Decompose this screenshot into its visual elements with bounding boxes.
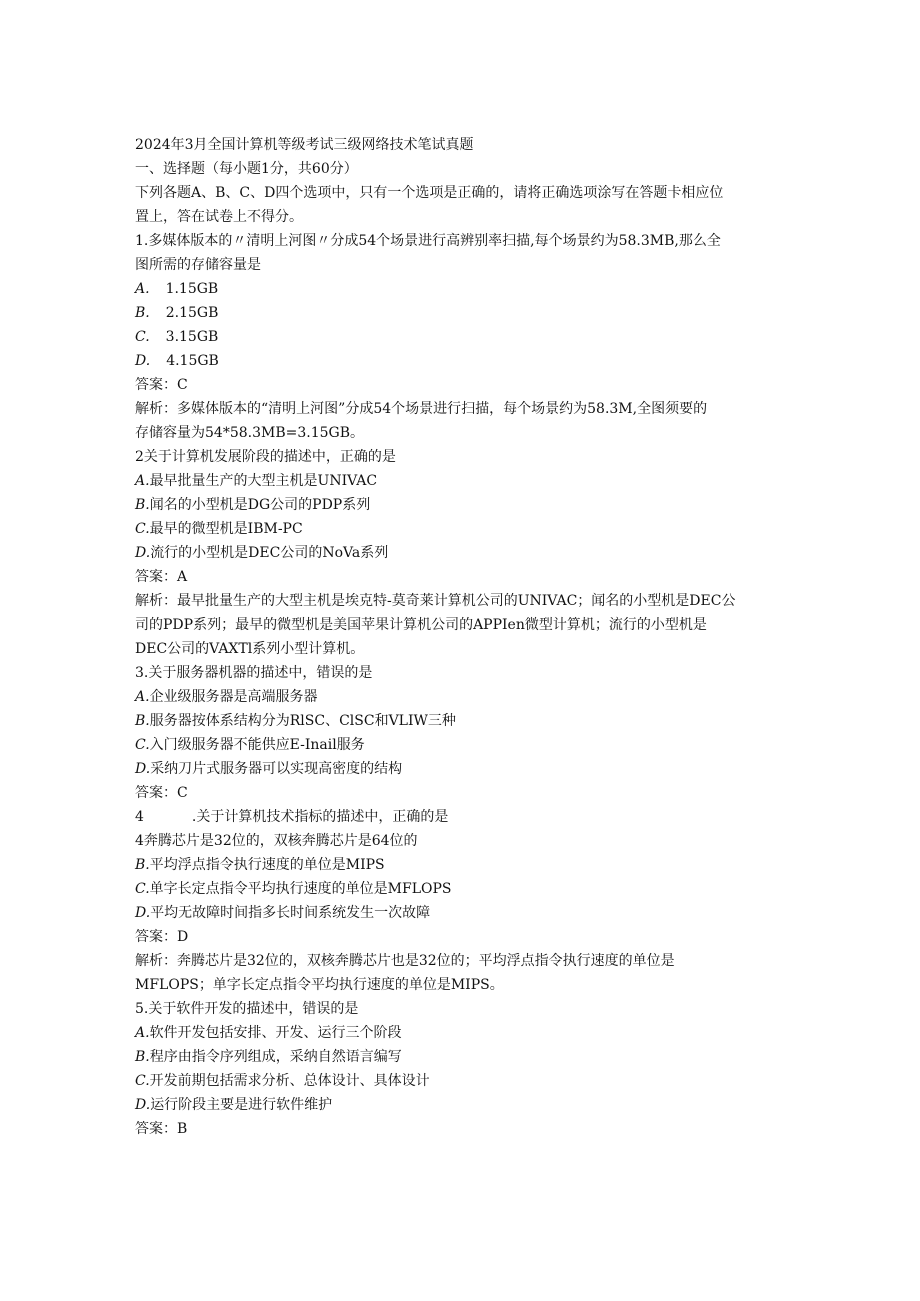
option-letter: D.: [135, 353, 151, 369]
question-stem: 5.关于软件开发的描述中，错误的是: [135, 1001, 359, 1017]
option-letter: D.: [135, 545, 151, 561]
analysis-line: DEC公司的VAXTl系列小型计算机。: [135, 641, 365, 657]
option-text: 企业级服务器是高端服务器: [149, 689, 318, 705]
option-b: [135, 709, 790, 733]
instructions-line: 下列各题A、B、C、D四个选项中，只有一个选项是正确的，请将正确选项涂写在答题卡相应位: [135, 185, 724, 201]
option-d: [135, 901, 790, 925]
section-heading: 一、选择题（每小题1分，共60分）: [135, 161, 358, 177]
option-a: [135, 829, 790, 853]
option-text: 2.15GB: [165, 305, 219, 321]
option-text: 最早批量生产的大型主机是UNIVAC: [149, 473, 378, 489]
answer: 答案：C: [135, 377, 188, 393]
option-letter: B.: [135, 857, 150, 873]
option-d: [135, 541, 790, 565]
option-letter: B.: [135, 305, 150, 321]
option-c: [135, 733, 790, 757]
option-c: [135, 1069, 790, 1093]
option-c: [135, 517, 790, 541]
option-text: 3.15GB: [165, 329, 219, 345]
analysis-line: 解析：多媒体版本的“清明上河图”分成54个场景进行扫描，每个场景约为58.3M,全图须要的: [135, 401, 708, 417]
option-letter: C.: [135, 1073, 150, 1089]
option-letter: C.: [135, 881, 150, 897]
question-stem: 图所需的存储容量是: [135, 257, 261, 273]
option-a: [135, 469, 790, 493]
question-number: 4: [135, 809, 144, 825]
option-text: 1.15GB: [165, 281, 219, 297]
answer: 答案：A: [135, 569, 188, 585]
option-text: 奔腾芯片是32位的，双核奔腾芯片是64位的: [143, 833, 418, 849]
question-stem: 1.多媒体版本的〃清明上河图〃分成54个场景进行高辨别率扫描,每个场景约为58.3MB,那么全: [135, 233, 721, 249]
option-text: 软件开发包括安排、开发、运行三个阶段: [149, 1025, 402, 1041]
option-a: [135, 1021, 790, 1045]
option-letter: C.: [135, 737, 150, 753]
option-d: [135, 757, 790, 781]
option-letter: B.: [135, 713, 150, 729]
option-letter: A.: [135, 281, 150, 297]
option-text: 单字长定点指令平均执行速度的单位是MFLOPS: [149, 881, 452, 897]
option-letter: C.: [135, 521, 150, 537]
option-text: 开发前期包括需求分析、总体设计、具体设计: [149, 1073, 430, 1089]
analysis-line: 司的PDP系列；最早的微型机是美国苹果计算机公司的APPIen微型计算机；流行的小型机是: [135, 617, 707, 633]
option-text: 闻名的小型机是DG公司的PDP系列: [149, 497, 371, 513]
option-letter: A.: [135, 1025, 150, 1041]
question-stem: [135, 805, 790, 829]
option-text: 最早的微型机是IBM-PC: [149, 521, 303, 537]
answer: 答案：D: [135, 929, 189, 945]
analysis-line: 存储容量为54*58.3MB=3.15GB。: [135, 425, 364, 441]
question-stem: 2关于计算机发展阶段的描述中，正确的是: [135, 449, 396, 465]
option-d: [135, 349, 790, 373]
option-b: [135, 301, 790, 325]
option-a: [135, 685, 790, 709]
option-d: [135, 1093, 790, 1117]
question-stem: 3.关于服务器机器的描述中，错误的是: [135, 665, 373, 681]
instructions-line: 置上，答在试卷上不得分。: [135, 209, 303, 225]
exam-document: [135, 133, 790, 1141]
option-text: 平均无故障时间指多长时间系统发生一次故障: [150, 905, 431, 921]
option-letter: B.: [135, 1049, 150, 1065]
option-letter: D.: [135, 905, 151, 921]
option-b: [135, 1045, 790, 1069]
option-letter: 4: [135, 833, 144, 849]
option-text: 4.15GB: [166, 353, 219, 369]
answer: 答案：C: [135, 785, 188, 801]
answer: 答案：B: [135, 1121, 188, 1137]
analysis-line: 解析：最早批量生产的大型主机是埃克特-莫奇莱计算机公司的UNIVAC；闻名的小型机是DEC公: [135, 593, 736, 609]
option-letter: D.: [135, 761, 151, 777]
option-text: 采纳刀片式服务器可以实现高密度的结构: [150, 761, 403, 777]
option-letter: B.: [135, 497, 150, 513]
option-letter: D.: [135, 1097, 151, 1113]
option-b: [135, 493, 790, 517]
option-text: 流行的小型机是DEC公司的NoVa系列: [150, 545, 389, 561]
document-title: 2024年3月全国计算机等级考试三级网络技术笔试真题: [135, 137, 474, 153]
analysis-line: MFLOPS；单字长定点指令平均执行速度的单位是MIPS。: [135, 977, 504, 993]
option-text: 服务器按体系结构分为RlSC、ClSC和VLIW三种: [149, 713, 456, 729]
option-c: [135, 877, 790, 901]
option-letter: C.: [135, 329, 150, 345]
option-text: 运行阶段主要是进行软件维护: [150, 1097, 333, 1113]
question-text: .关于计算机技术指标的描述中，正确的是: [191, 809, 449, 825]
option-b: [135, 853, 790, 877]
option-a: [135, 277, 790, 301]
option-letter: A.: [135, 689, 150, 705]
option-c: [135, 325, 790, 349]
option-text: 入门级服务器不能供应E-Inail服务: [149, 737, 365, 753]
option-letter: A.: [135, 473, 150, 489]
option-text: 程序由指令序列组成，采纳自然语言编写: [149, 1049, 402, 1065]
option-text: 平均浮点指令执行速度的单位是MIPS: [149, 857, 385, 873]
analysis-line: 解析：奔腾芯片是32位的，双核奔腾芯片也是32位的；平均浮点指令执行速度的单位是: [135, 953, 675, 969]
